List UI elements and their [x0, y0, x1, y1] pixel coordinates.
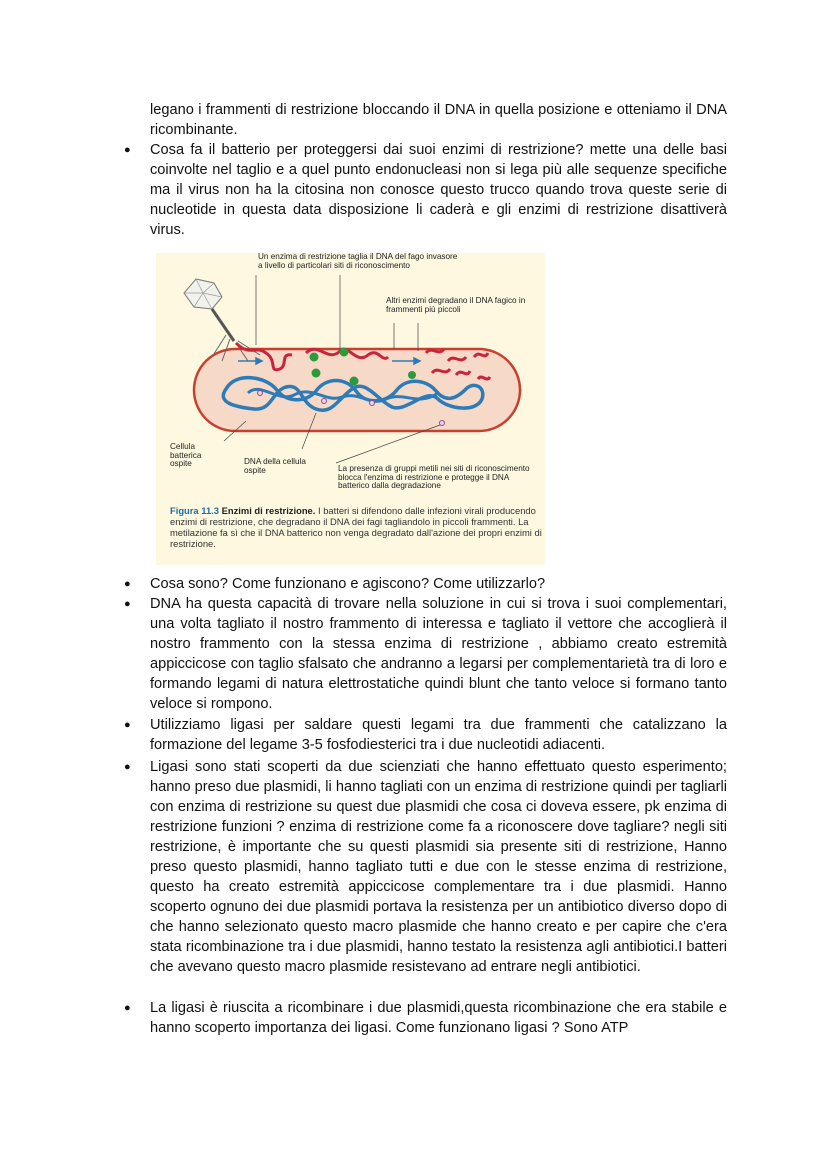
figure-caption — [170, 505, 542, 549]
bullet-ligase-discovery: ● Ligasi sono stati scoperti da due scienziati che hanno effettuato questo esperimento; hanno preso due plasmidi, li hanno tagliati con un enzima di restrizione quindi per tagliarli con enzima di restrizione su quest due plasmidi che cosa ci doveva essere, pk enzima di restrizione funzioni ? enzima di restrizione come fa a riconoscere dove tagliare? negli siti restrizione, è importante che su questi plasmidi sia presente siti di restrizione, Hanno preso questo plasmidi, hanno tagliato tutti e due con le stesse enzima di restrizione, questo ha creato estremità appiccicose complementare tra i due plasmidi. Hanno scoperto ognuno dei due plasmidi portava la resistenza per un antibiotico diverso dopo di che hanno selezionato questo macro plasmide che hanno creato e per capire che c'era stata ricombinazione tra i due plasmidi, hanno testato la resistenza agli antibiotici.I batteri che avevano questo macro plasmide resistevano ad entrare negli antibiotici. — [150, 757, 727, 977]
restriction-enzyme-figure — [156, 253, 545, 565]
caption-text: I batteri si difendono dalle infezioni virali producendo enzimi di restrizione, che degradano il DNA dei fagi tagliandolo in piccoli frammenti. La metilazione fa sì che il DNA batterico non venga degradato dall'azione dei propri enzimi di restrizione. — [170, 505, 542, 549]
caption-title: Enzimi di restrizione. — [221, 505, 316, 516]
bullet-ligase-usage: ● Utilizziamo ligasi per saldare questi legami tra due frammenti che catalizzano la formazione del legame 3-5 fosfodiesterici tra i due nucleotidi adiacenti. — [150, 715, 727, 755]
label-methylation: La presenza di gruppi metili nei siti di riconoscimento blocca l'enzima di restrizione e protegge il DNA batterico dalla degradazione — [338, 464, 530, 491]
label-host-cell: Cellula batterica ospite — [170, 442, 202, 469]
caption-number: Figura 11.3 — [170, 505, 219, 516]
label-host-dna: DNA della cellula ospite — [244, 457, 306, 475]
bullet-ligase-recombination: ● La ligasi è riuscita a ricombinare i due plasmidi,questa ricombinazione che era stabile e hanno scoperto importanza dei ligasi. Come funzionano ligasi ? Sono ATP — [150, 998, 727, 1038]
bullet-dna-complementarity: ● DNA ha questa capacità di trovare nella soluzione in cui si trova i suoi complementari, una volta tagliato il nostro frammento di interessa e tagliato il vettore che accoglierà il nostro frammento con la stessa enzima di restrizione , abbiamo creato estremità appiccicose con taglio sfalsato che andranno a legarsi per complementarietà tra di loro e formando legami di natura elettrostatiche quindi blunt che tanto veloce si formano tanto veloce si rompono. — [150, 594, 727, 714]
intro-paragraph: legano i frammenti di restrizione bloccando il DNA in quella posizione e otteniamo il DNA ricombinante. — [150, 102, 727, 138]
label-restriction-enzyme: Un enzima di restrizione taglia il DNA del fago invasore a livello di particolari siti di riconoscimento — [258, 253, 458, 270]
bullet-bacterium-protection: ● Cosa fa il batterio per proteggersi dai suoi enzimi di restrizione? mette una delle basi coinvolte nel taglio e a quel punto endonucleasi non si lega più alle sequenze specifiche ma il virus non ha la citosina non conosce questo trucco quando trova queste serie di nucleotide in questa data disposizione li caderà e gli enzimi di restrizione disattiverà virus. — [150, 140, 727, 240]
label-other-enzymes: Altri enzimi degradano il DNA fagico in frammenti più piccoli — [386, 296, 526, 314]
bullet-questions: ● Cosa sono? Come funzionano e agiscono? Come utilizzarlo? — [150, 574, 727, 594]
